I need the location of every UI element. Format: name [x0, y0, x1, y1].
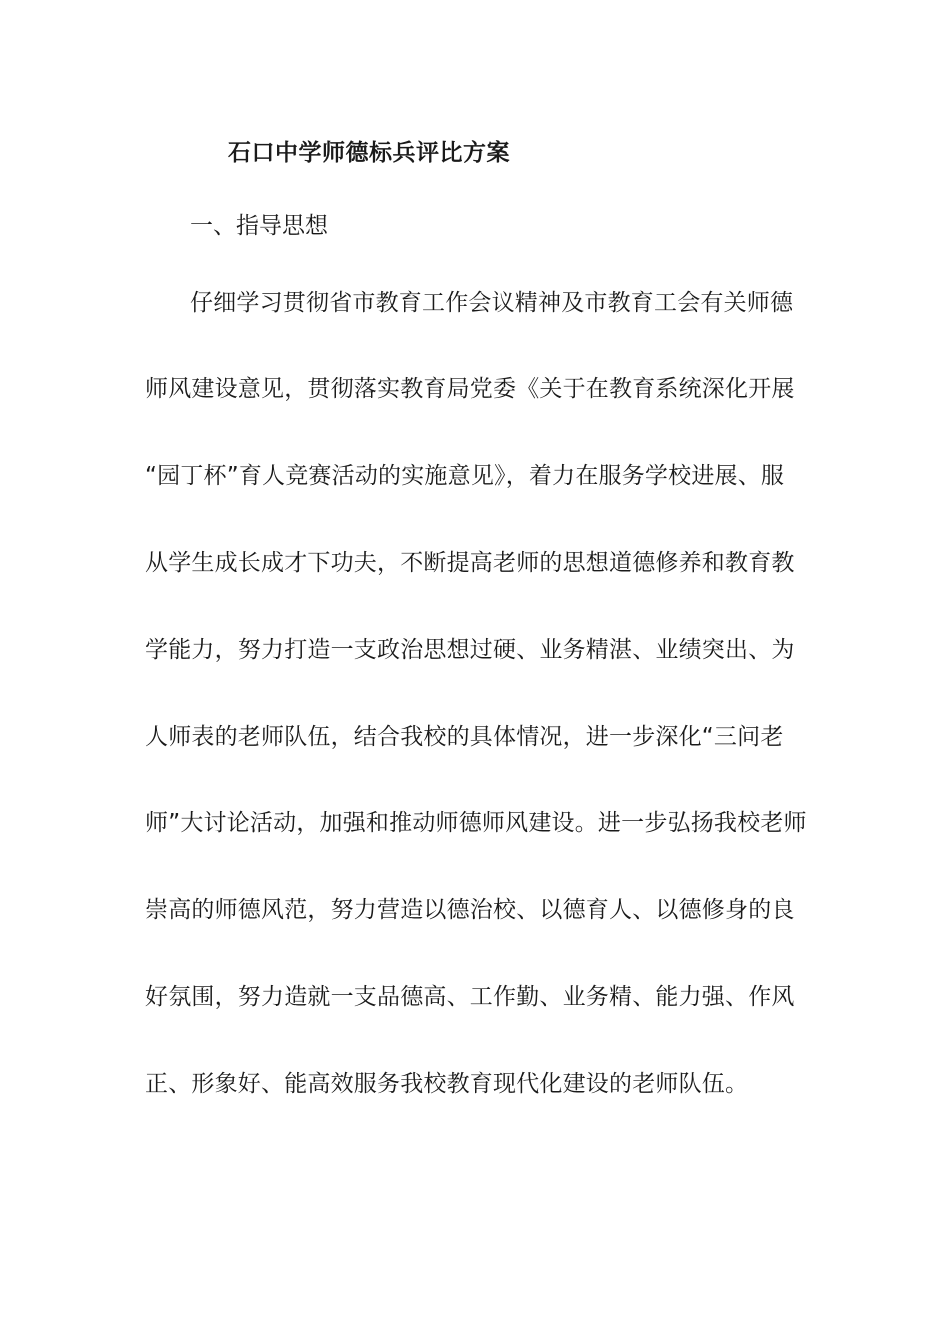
paragraph-line: 正、形象好、能高效服务我校教育现代化建设的老师队伍。 — [145, 1071, 749, 1097]
paragraph-line: 从学生成长成才下功夫，不断提高老师的思想道德修养和教育教 — [145, 550, 795, 576]
paragraph-line: “园丁杯”育人竞赛活动的实施意见》，着力在服务学校进展、服 — [145, 463, 785, 489]
paragraph-line: 仔细学习贯彻省市教育工作会议精神及市教育工会有关师德 — [190, 290, 794, 316]
paragraph-line: 人师表的老师队伍，结合我校的具体情况，进一步深化“三问老 — [145, 724, 784, 750]
paragraph-line: 师”大讨论活动，加强和推动师德师风建设。进一步弘扬我校老师 — [145, 810, 807, 836]
paragraph-line: 好氛围，努力造就一支品德高、工作勤、业务精、能力强、作风 — [145, 984, 795, 1010]
section-heading: 一、指导思想 — [190, 213, 328, 239]
paragraph-line: 师风建设意见，贯彻落实教育局党委《关于在教育系统深化开展 — [145, 376, 795, 402]
paragraph-line: 崇高的师德风范，努力营造以德治校、以德育人、以德修身的良 — [145, 897, 795, 923]
document-title: 石口中学师德标兵评比方案 — [228, 140, 510, 166]
paragraph-line: 学能力，努力打造一支政治思想过硬、业务精湛、业绩突出、为 — [145, 637, 795, 663]
